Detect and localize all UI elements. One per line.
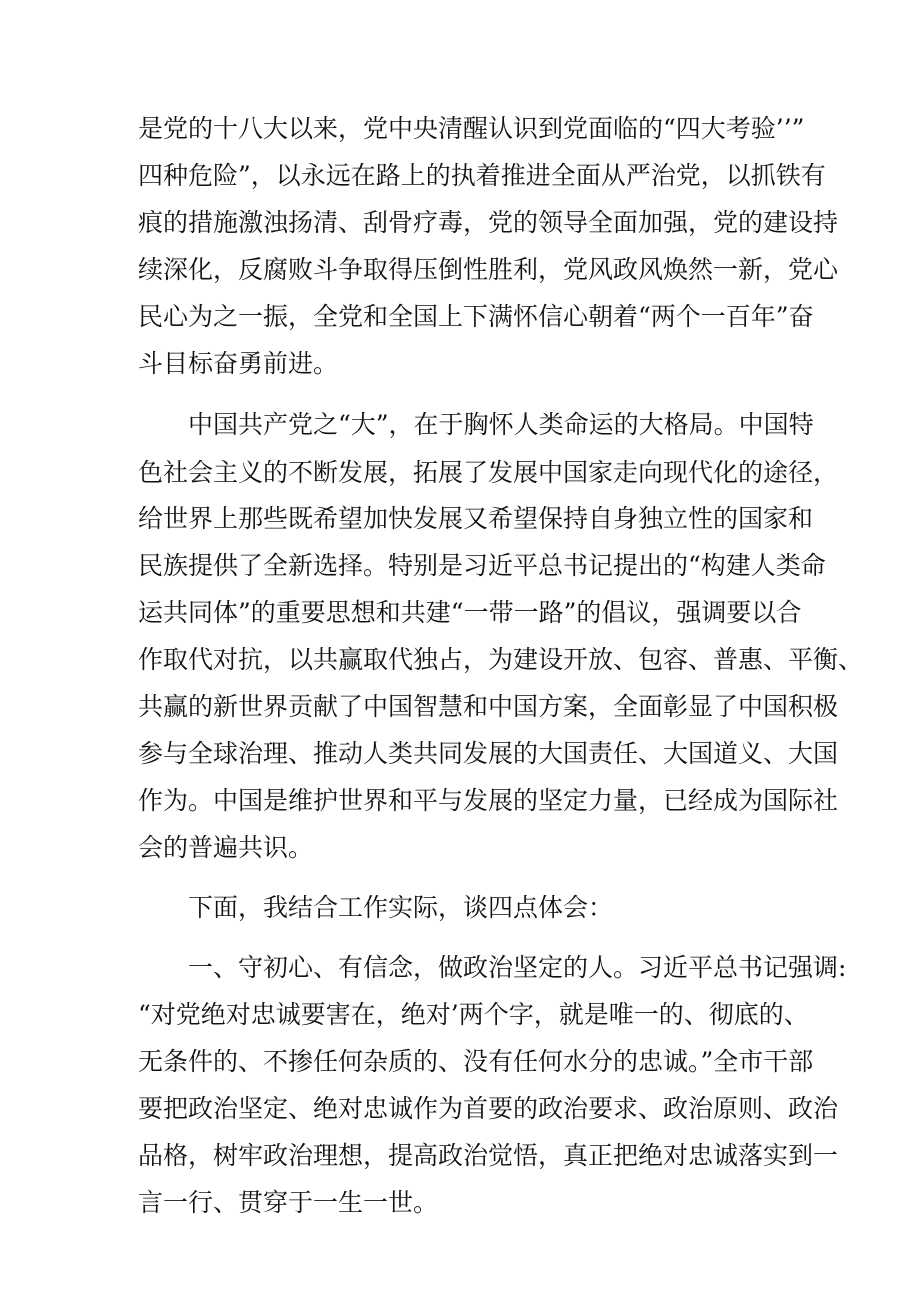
paragraph-line: 品格，树牢政治理想，提高政治觉悟，真正把绝对忠诚落实到一 [138, 1141, 839, 1170]
paragraph-line: 下面，我结合工作实际，谈四点体会： [188, 893, 614, 922]
paragraph-line: 共赢的新世界贡献了中国智慧和中国方案，全面彰显了中国积极 [138, 692, 839, 721]
paragraph-line: 作取代对抗，以共赢取代独占，为建设开放、包容、普惠、平衡、 [138, 645, 864, 674]
paragraph-line: 是党的十八大以来，党中央清醒认识到党面临的“四大考验’’” [138, 114, 805, 143]
paragraph-line: 中国共产党之“大”，在于胸怀人类命运的大格局。中国特 [188, 410, 814, 439]
paragraph-line: 色社会主义的不断发展，拓展了发展中国家走向现代化的途径， [138, 458, 839, 487]
paragraph-line: 民心为之一振，全党和全国上下满怀信心朝着“两个一百年”奋 [138, 302, 814, 331]
paragraph-line: 言一行、贯穿于一生一世。 [138, 1188, 439, 1217]
paragraph-line: 会的普遍共识。 [138, 833, 314, 862]
paragraph-line: 作为。中国是维护世界和平与发展的坚定力量，已经成为国际社 [138, 786, 839, 815]
paragraph-line: 无条件的、不掺任何杂质的、没有任何水分的忠诚。”全市干部 [138, 1047, 814, 1076]
paragraph-line: 四种危险”，以永远在路上的执着推进全面从严治党，以抓铁有 [138, 161, 826, 190]
paragraph-line: “对党绝对忠诚要害在，绝对’两个字，就是唯一的、彻底的、 [138, 1000, 809, 1029]
paragraph-line: 续深化，反腐败斗争取得压倒性胜利，党风政风焕然一新，党心 [138, 255, 839, 284]
paragraph-line: 斗目标奋勇前进。 [138, 349, 339, 378]
paragraph-line: 参与全球治理、推动人类共同发展的大国责任、大国道义、大国 [138, 739, 839, 768]
paragraph-line: 民族提供了全新选择。特别是习近平总书记提出的“构建人类命 [138, 551, 826, 580]
paragraph-line: 一、守初心、有信念，做政治坚定的人。习近平总书记强调: [188, 953, 847, 982]
paragraph-line: 要把政治坚定、绝对忠诚作为首要的政治要求、政治原则、政治 [138, 1094, 839, 1123]
paragraph-line: 运共同体”的重要思想和共建“一带一路”的倡议，强调要以合 [138, 598, 802, 627]
paragraph-line: 痕的措施激浊扬清、刮骨疗毒，党的领导全面加强，党的建设持 [138, 208, 839, 237]
paragraph-line: 给世界上那些既希望加快发展又希望保持自身独立性的国家和 [138, 504, 814, 533]
